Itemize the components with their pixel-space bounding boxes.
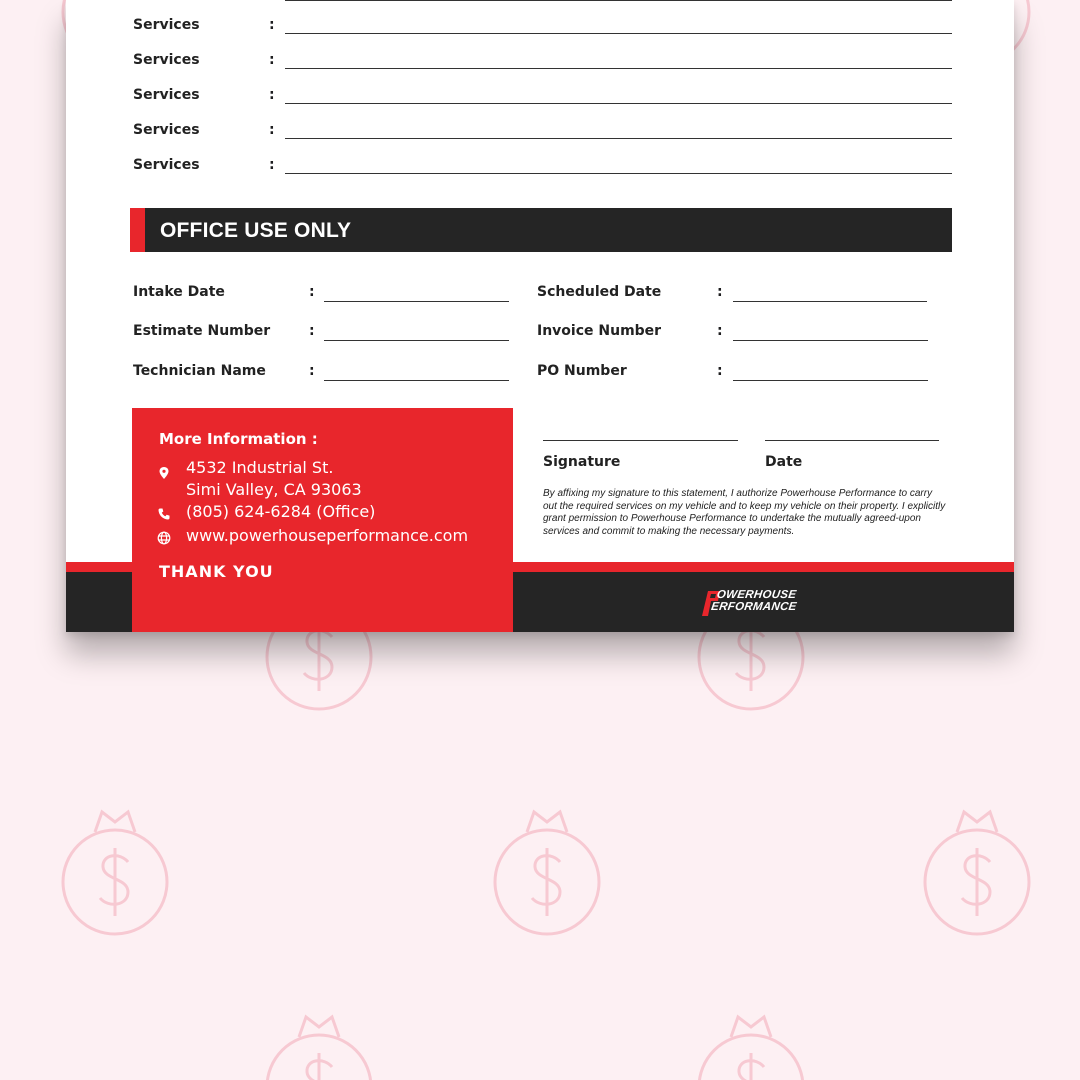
consent-statement: By affixing my signature to this statement, I authorize Powerhouse Performance to carry out the required services on my vehicle and to keep my vehicle on their property. I explicitly grant permission to Powerhouse Performance to undertake the mutually agreed-upon services and commit to making the necessary payments. <box>543 488 946 537</box>
phone-icon <box>157 507 171 521</box>
services-label: Services <box>133 122 200 138</box>
separator: : <box>309 284 315 300</box>
money-bag-icon <box>696 995 806 1080</box>
logo-wordmark: OWERHOUSE ERFORMANCE <box>710 589 798 613</box>
separator: : <box>269 122 275 138</box>
field-label: PO Number <box>537 363 627 379</box>
address-line-2: Simi Valley, CA 93063 <box>186 480 362 499</box>
globe-icon <box>157 531 171 545</box>
money-bag-icon <box>922 790 1032 940</box>
services-label: Services <box>133 87 200 103</box>
services-label: Services <box>133 17 200 33</box>
field-label: Intake Date <box>133 284 225 300</box>
phone-number[interactable]: (805) 624-6284 (Office) <box>186 502 376 521</box>
invoice-number-field[interactable] <box>537 323 929 345</box>
separator: : <box>717 363 723 379</box>
separator: : <box>717 284 723 300</box>
estimate-number-input-line[interactable] <box>324 340 509 341</box>
signature-input-line[interactable] <box>543 440 738 441</box>
services-label: Services <box>133 157 200 173</box>
services-field[interactable] <box>133 87 952 107</box>
intake-date-input-line[interactable] <box>324 301 509 302</box>
po-number-input-line[interactable] <box>733 380 928 381</box>
services-field[interactable] <box>133 52 952 72</box>
services-field[interactable] <box>133 157 952 177</box>
services-input-line[interactable] <box>285 138 952 139</box>
work-order-form <box>66 0 1014 632</box>
invoice-number-input-line[interactable] <box>733 340 928 341</box>
separator: : <box>269 157 275 173</box>
thank-you-text: THANK YOU <box>159 562 274 581</box>
intake-date-field[interactable] <box>133 284 509 306</box>
money-bag-icon <box>60 790 170 940</box>
separator: : <box>269 87 275 103</box>
separator: : <box>269 52 275 68</box>
estimate-number-field[interactable] <box>133 323 509 345</box>
separator: : <box>717 323 723 339</box>
separator: : <box>309 323 315 339</box>
money-bag-icon <box>492 790 602 940</box>
separator: : <box>269 17 275 33</box>
services-field[interactable] <box>133 17 952 37</box>
field-label: Estimate Number <box>133 323 271 339</box>
company-logo <box>702 588 826 618</box>
technician-name-field[interactable] <box>133 363 509 385</box>
location-pin-icon <box>157 466 171 480</box>
signature-label: Signature <box>543 454 621 470</box>
info-heading: More Information : <box>159 430 318 448</box>
scheduled-date-input-line[interactable] <box>733 301 927 302</box>
field-label: Scheduled Date <box>537 284 662 300</box>
services-input-line[interactable] <box>285 33 952 34</box>
website-link[interactable]: www.powerhouseperformance.com <box>186 526 469 545</box>
office-use-header <box>130 208 952 252</box>
scheduled-date-field[interactable] <box>537 284 929 306</box>
services-field[interactable] <box>133 122 952 142</box>
date-label: Date <box>765 454 803 470</box>
po-number-field[interactable] <box>537 363 929 385</box>
header-accent <box>130 208 145 252</box>
services-label: Services <box>133 52 200 68</box>
field-label: Invoice Number <box>537 323 662 339</box>
services-input-line[interactable] <box>285 173 952 174</box>
services-input-line[interactable] <box>285 103 952 104</box>
date-input-line[interactable] <box>765 440 939 441</box>
technician-name-input-line[interactable] <box>324 380 509 381</box>
field-label: Technician Name <box>133 363 266 379</box>
address-line-1: 4532 Industrial St. <box>186 458 334 477</box>
previous-field-line <box>285 0 952 1</box>
section-title: OFFICE USE ONLY <box>160 219 352 242</box>
services-input-line[interactable] <box>285 68 952 69</box>
contact-info-box <box>132 408 513 632</box>
separator: : <box>309 363 315 379</box>
money-bag-icon <box>264 995 374 1080</box>
